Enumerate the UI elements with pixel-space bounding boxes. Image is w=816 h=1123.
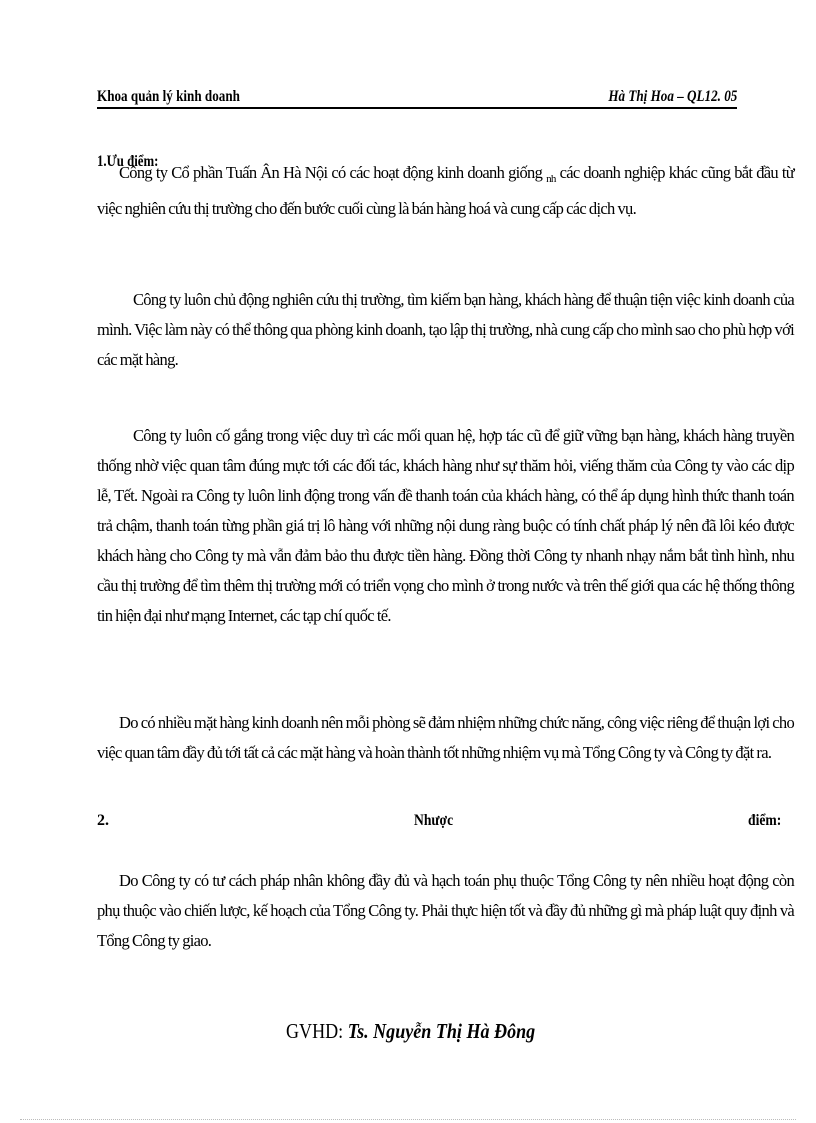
page-header (97, 83, 737, 109)
section-1-paragraph-1 (97, 158, 794, 224)
section-2-word-1: Nhược (414, 812, 454, 829)
section-1-paragraph-4: Do có nhiều mặt hàng kinh doanh nên mỗi phòng sẽ đảm nhiệm những chức năng, công việc riêng để thuận lợi cho việc quan tâm đầy đủ tới tất cả các mặt hàng và hoàn thành tốt những nhiệm vụ mà Tổng Công ty và Công ty đặt ra. (97, 713, 794, 762)
supervisor-name: Ts. Nguyễn Thị Hà Đông (347, 1019, 536, 1043)
section-1-paragraph-2: Công ty luôn chủ động nghiên cứu thị trường, tìm kiếm bạn hàng, khách hàng để thuận tiện việc kinh doanh của mình. Việc làm này có thể thông qua phòng kinh doanh, tạo lập thị trường, nhà cung cấp cho mình sao cho phù hợp với các mặt hàng. (97, 290, 794, 369)
header-faculty: Khoa quản lý kinh doanh (97, 88, 240, 105)
supervisor-label: GVHD: (286, 1019, 344, 1043)
section-2-word-2: điểm: (748, 812, 782, 829)
section-2-paragraph-1: Do Công ty có tư cách pháp nhân không đầy đủ và hạch toán phụ thuộc Tổng Công ty nên nhiều hoạt động còn phụ thuộc vào chiến lược, kế hoạch của Tổng Công ty. Phải thực hiện tốt và đầy đủ những gì mà pháp luật quy định và Tổng Công ty giao. (97, 871, 794, 950)
footer-divider (20, 1119, 796, 1120)
paragraph-1-text: Công ty Cổ phần Tuấn Ân Hà Nội có các hoạt động kinh doanh giống $_{nh}$ các doanh nghiệp khác cũng bắt đầu từ việc nghiên cứu thị trường cho đến bước cuối cùng là bán hàng hoá và cung cấp các dịch vụ. (97, 163, 794, 218)
section-2-number: 2. (97, 812, 109, 829)
paragraph-1-subscript: nh (546, 173, 556, 185)
header-author: Hà Thị Hoa – QL12. 05 (607, 88, 737, 105)
section-1-paragraph-3: Công ty luôn cố gắng trong việc duy trì các mối quan hệ, hợp tác cũ để giữ vững bạn hàng, khách hàng truyền thống nhờ việc quan tâm đúng mực tới các đối tác, khách hàng như sự thăm hỏi, viếng thăm của Công ty vào các dịp lễ, Tết. Ngoài ra Công ty luôn linh động trong vấn đề thanh toán của khách hàng, có thể áp dụng hình thức thanh toán trả chậm, thanh toán từng phần giá trị lô hàng với những nội dung ràng buộc có tính chất pháp lý nên đã lôi kéo được khách hàng cho Công ty mà vẫn đảm bảo thu được tiền hàng. Đồng thời Công ty nhanh nhạy nắm bắt tình hình, nhu cầu thị trường để tìm thêm thị trường mới có triển vọng cho mình ở trong nước và trên thế giới qua các hệ thống thông tin hiện đại như mạng Internet, các tạp chí quốc tế. (97, 426, 794, 625)
supervisor-line (286, 1019, 535, 1044)
section-1-title: 1.Ưu điểm: (97, 153, 159, 170)
